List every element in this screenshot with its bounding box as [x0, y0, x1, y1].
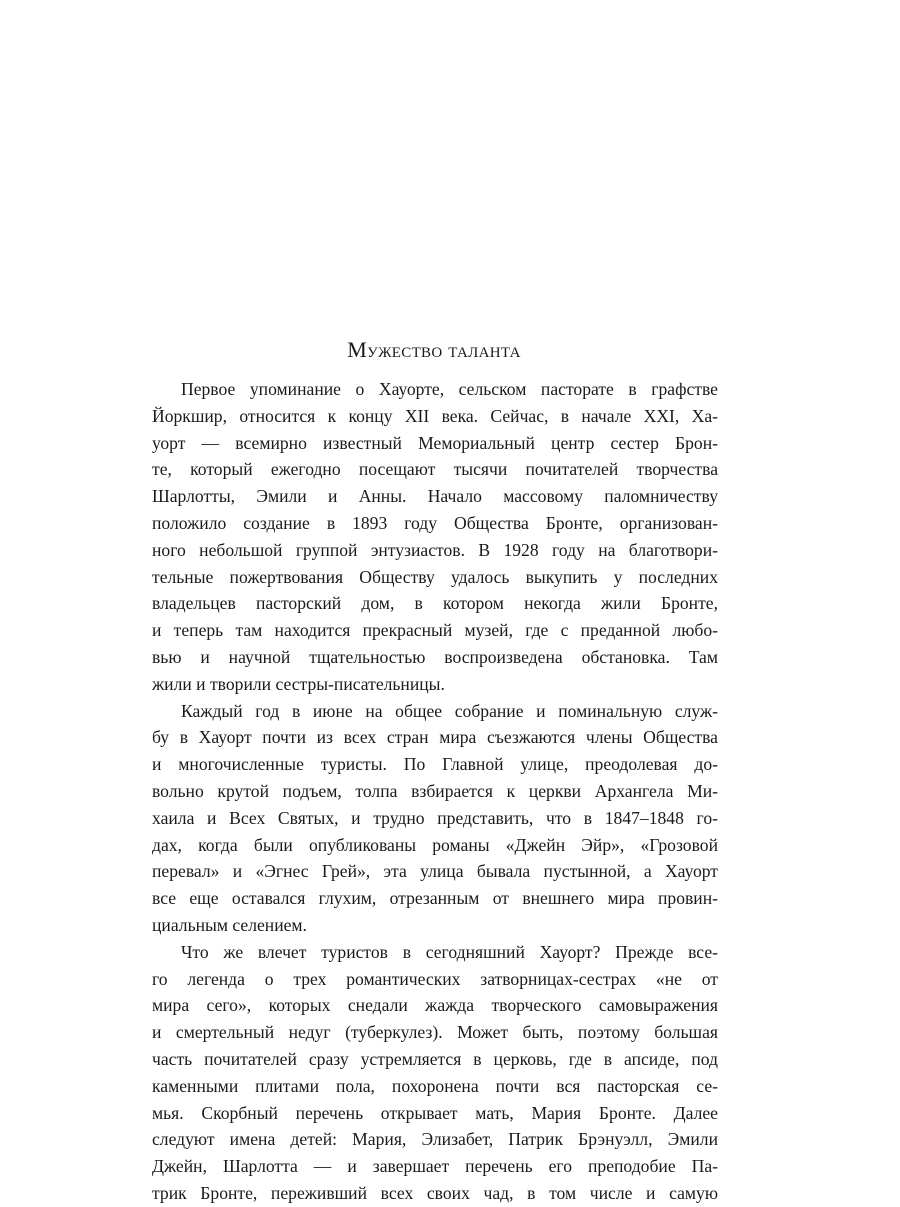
body-text	[152, 376, 718, 1207]
text-line: мира сего», которых снедали жажда творческого самовыражения	[152, 995, 718, 1016]
text-line: бу в Хауорт почти из всех стран мира съезжаются члены Общества	[152, 727, 718, 748]
text-line: Что же влечет туристов в сегодняшний Хауорт? Прежде все-	[181, 941, 718, 962]
text-line: Йоркшир, относится к концу XII века. Сейчас, в начале XXI, Ха-	[152, 405, 718, 426]
text-line: перевал» и «Эгнес Грей», эта улица бывала пустынной, а Хауорт	[152, 861, 718, 882]
paragraph	[152, 698, 718, 939]
text-line: те, который ежегодно посещают тысячи почитателей творчества	[152, 459, 718, 480]
text-line: и многочисленные туристы. По Главной улице, преодолевая до-	[152, 754, 718, 775]
text-line: мья. Скорбный перечень открывает мать, Мария Бронте. Далее	[152, 1102, 718, 1123]
text-line: Шарлотты, Эмили и Анны. Начало массовому паломничеству	[152, 486, 718, 507]
paragraph	[152, 939, 718, 1207]
text-line: уорт — всемирно известный Мемориальный центр сестер Брон-	[152, 432, 718, 453]
text-line: все еще оставался глухим, отрезанным от внешнего мира провин-	[152, 888, 718, 909]
text-line: жили и творили сестры-писательницы.	[152, 673, 445, 694]
text-line: и смертельный недуг (туберкулез). Может быть, поэтому большая	[152, 1022, 718, 1043]
text-line: трик Бронте, переживший всех своих чад, в том числе и самую	[152, 1182, 718, 1203]
text-line: вью и научной тщательностью воспроизведена обстановка. Там	[152, 646, 718, 667]
text-line: хаила и Всех Святых, и трудно представить, что в 1847–1848 го-	[152, 807, 718, 828]
text-line: владельцев пасторский дом, в котором некогда жили Бронте,	[152, 593, 718, 614]
text-line: циальным селением.	[152, 914, 307, 935]
text-line: и теперь там находится прекрасный музей, где с преданной любо-	[152, 620, 718, 641]
text-line: Джейн, Шарлотта — и завершает перечень его преподобие Па-	[152, 1156, 718, 1177]
text-line: ного небольшой группой энтузиастов. В 1928 году на благотвори-	[152, 539, 718, 560]
text-line: Первое упоминание о Хауорте, сельском пасторате в графстве	[181, 379, 718, 399]
paragraph	[152, 376, 718, 698]
text-line: вольно крутой подъем, толпа взбирается к церкви Архангела Ми-	[152, 780, 718, 801]
text-line: каменными плитами пола, похоронена почти вся пасторская се-	[152, 1075, 718, 1096]
text-line: Каждый год в июне на общее собрание и поминальную служ-	[181, 700, 718, 721]
text-line: го легенда о трех романтических затворницах-сестрах «не от	[152, 968, 718, 989]
text-line: дах, когда были опубликованы романы «Джейн Эйр», «Грозовой	[152, 834, 718, 855]
text-line: тельные пожертвования Обществу удалось выкупить у последних	[152, 566, 718, 587]
chapter-title: Мужество таланта	[347, 337, 521, 362]
text-line: следуют имена детей: Мария, Элизабет, Патрик Брэнуэлл, Эмили	[152, 1129, 718, 1150]
text-line: часть почитателей сразу устремляется в церковь, где в апсиде, под	[152, 1048, 718, 1069]
text-line: положило создание в 1893 году Общества Бронте, организован-	[152, 512, 718, 533]
